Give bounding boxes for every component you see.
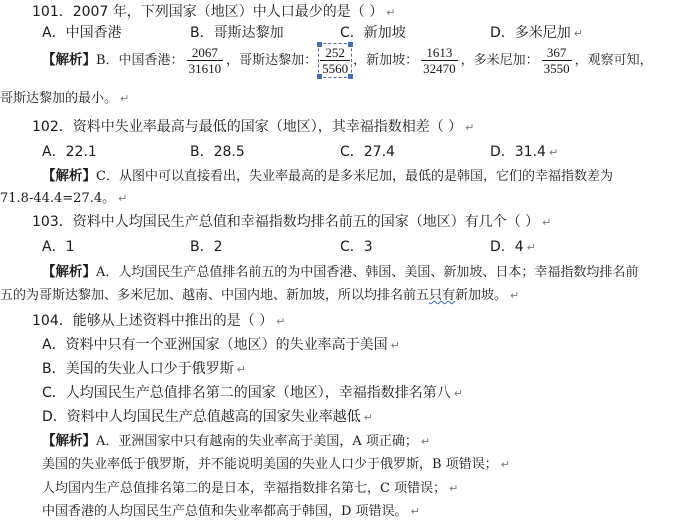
fraction-numerator: 252: [325, 45, 345, 60]
q101-explanation-line2[interactable]: [0, 89, 129, 109]
option-text: D．多米尼加: [490, 25, 571, 41]
paragraph-mark-icon: ↵: [410, 505, 420, 518]
q103-option-b[interactable]: B．2: [190, 239, 223, 255]
explanation-text: B．中国香港：: [96, 53, 184, 68]
paragraph-mark-icon: ↵: [465, 121, 475, 134]
fraction-denominator: 31610: [188, 61, 222, 76]
q104-option-c[interactable]: [42, 383, 463, 404]
explanation-tag: 【解析】: [42, 52, 96, 68]
question-text: 104．能够从上述资料中推出的是（ ）: [32, 313, 274, 329]
fraction-singapore: [421, 45, 458, 76]
q104-explanation-line4[interactable]: [42, 502, 420, 522]
explanation-tag: 【解析】: [42, 168, 96, 184]
paragraph-mark-icon: ↵: [118, 192, 128, 205]
paragraph-mark-icon: ↵: [510, 289, 520, 302]
option-text: C．人均国民生产总值排名第二的国家（地区），幸福指数排名第八: [42, 385, 451, 401]
q102-option-b[interactable]: B．28.5: [190, 144, 245, 160]
q102-option-d[interactable]: [490, 142, 558, 163]
q103-explanation[interactable]: [42, 262, 638, 283]
explanation-text: 71.8-44.4=27.4。: [0, 191, 116, 206]
q104-option-a[interactable]: [42, 335, 400, 356]
q101-option-d[interactable]: [490, 23, 583, 44]
explanation-text: 中国香港的人均国民生产总值和失业率都高于韩国，D 项错误。: [42, 504, 408, 519]
q101-option-a[interactable]: A．中国香港: [42, 25, 122, 41]
fraction-numerator: 1613: [426, 45, 453, 60]
paragraph-mark-icon: ↵: [390, 339, 400, 352]
paragraph-mark-icon: ↵: [573, 27, 583, 40]
paragraph-mark-icon: ↵: [386, 6, 396, 19]
option-text: B．美国的失业人口少于俄罗斯: [42, 361, 234, 377]
explanation-text: 新加坡。: [455, 288, 508, 303]
question-text: 101．2007 年，下列国家（地区）中人口最少的是（ ）: [32, 4, 384, 20]
fraction-numerator: 2067: [191, 45, 218, 60]
explanation-text: 美国的失业率低于俄罗斯，并不能说明美国的失业人口少于俄罗斯，B 项错误；: [42, 457, 498, 472]
option-text: D．31.4: [490, 144, 546, 160]
fraction-dominica: [542, 45, 572, 76]
fraction-numerator: 367: [546, 45, 567, 60]
paragraph-mark-icon: ↵: [120, 92, 130, 105]
explanation-tag: 【解析】: [42, 264, 96, 280]
q103-option-d[interactable]: [490, 237, 536, 258]
question-101[interactable]: [32, 2, 395, 23]
paragraph-mark-icon: ↵: [236, 363, 246, 376]
q101-option-c[interactable]: C．新加坡: [340, 25, 406, 41]
q103-option-c[interactable]: C．3: [340, 239, 373, 255]
fraction-costa-rica-selected[interactable]: [320, 45, 350, 76]
explanation-text: A．人均国民生产总值排名前五的为中国香港、韩国、美国、新加坡、日本；幸福指数均排名前: [96, 265, 639, 280]
paragraph-mark-icon: ↵: [500, 458, 510, 471]
explanation-text: 五的为哥斯达黎加、多米尼加、越南、中国内地、新加坡，所以均排名前五: [0, 288, 430, 303]
resize-handle-icon[interactable]: [348, 42, 353, 47]
fraction-denominator: 5560: [322, 61, 349, 76]
explanation-text: 人均国内生产总值排名第二的是日本，幸福指数排名第七，C 项错误；: [42, 481, 447, 496]
question-103[interactable]: [32, 212, 551, 233]
explanation-text: ，多米尼加：: [460, 53, 539, 68]
paragraph-mark-icon: ↵: [453, 387, 463, 400]
explanation-text: ，观察可知，: [574, 53, 653, 68]
question-text: 102．资料中失业率最高与最低的国家（地区），其幸福指数相差（ ）: [32, 119, 463, 135]
fraction-denominator: 32470: [423, 61, 456, 76]
q104-explanation-line2[interactable]: [42, 455, 510, 475]
resize-handle-icon[interactable]: [317, 74, 322, 79]
resize-handle-icon[interactable]: [348, 74, 353, 79]
paragraph-mark-icon: ↵: [420, 435, 431, 448]
q101-option-b[interactable]: B．哥斯达黎加: [190, 25, 284, 41]
q103-explanation-line2[interactable]: [0, 286, 519, 306]
q104-explanation-line3[interactable]: [42, 479, 458, 499]
q104-option-d[interactable]: [42, 407, 373, 428]
fraction-hongkong: [187, 45, 224, 76]
q103-option-a[interactable]: A．1: [42, 239, 75, 255]
q104-explanation[interactable]: [42, 431, 430, 452]
explanation-text: ，新加坡：: [353, 53, 419, 68]
paragraph-mark-icon: ↵: [363, 411, 373, 424]
spellcheck-underline[interactable]: 只有: [429, 288, 456, 303]
question-102[interactable]: [32, 117, 474, 138]
q102-option-a[interactable]: A．22.1: [42, 144, 97, 160]
explanation-text: C．从图中可以直接看出，失业率最高的是多米尼加，最低的是韩国，它们的幸福指数差为: [96, 169, 613, 184]
q102-explanation[interactable]: [42, 166, 613, 187]
paragraph-mark-icon: ↵: [542, 216, 552, 229]
paragraph-mark-icon: ↵: [449, 482, 459, 495]
explanation-text: 哥斯达黎加的最小。: [0, 91, 118, 106]
option-text: D．资料中人均国民生产总值越高的国家失业率越低: [42, 409, 361, 425]
resize-handle-icon[interactable]: [317, 42, 322, 47]
q104-option-b[interactable]: [42, 359, 246, 380]
question-104[interactable]: [32, 311, 285, 332]
paragraph-mark-icon: ↵: [276, 315, 286, 328]
explanation-tag: 【解析】: [42, 433, 96, 449]
explanation-text: A．亚洲国家中只有越南的失业率高于美国，A 项正确；: [96, 434, 418, 449]
option-text: D．4: [490, 239, 524, 255]
question-text: 103．资料中人均国民生产总值和幸福指数均排名前五的国家（地区）有几个（ ）: [32, 214, 540, 230]
explanation-text: ，哥斯达黎加：: [226, 53, 318, 68]
fraction-denominator: 3550: [543, 61, 570, 76]
paragraph-mark-icon: ↵: [526, 241, 536, 254]
option-text: A．资料中只有一个亚洲国家（地区）的失业率高于美国: [42, 337, 388, 353]
q101-explanation[interactable]: [42, 43, 653, 78]
q102-explanation-line2[interactable]: [0, 189, 127, 209]
q102-option-c[interactable]: C．27.4: [340, 144, 395, 160]
paragraph-mark-icon: ↵: [548, 146, 559, 159]
